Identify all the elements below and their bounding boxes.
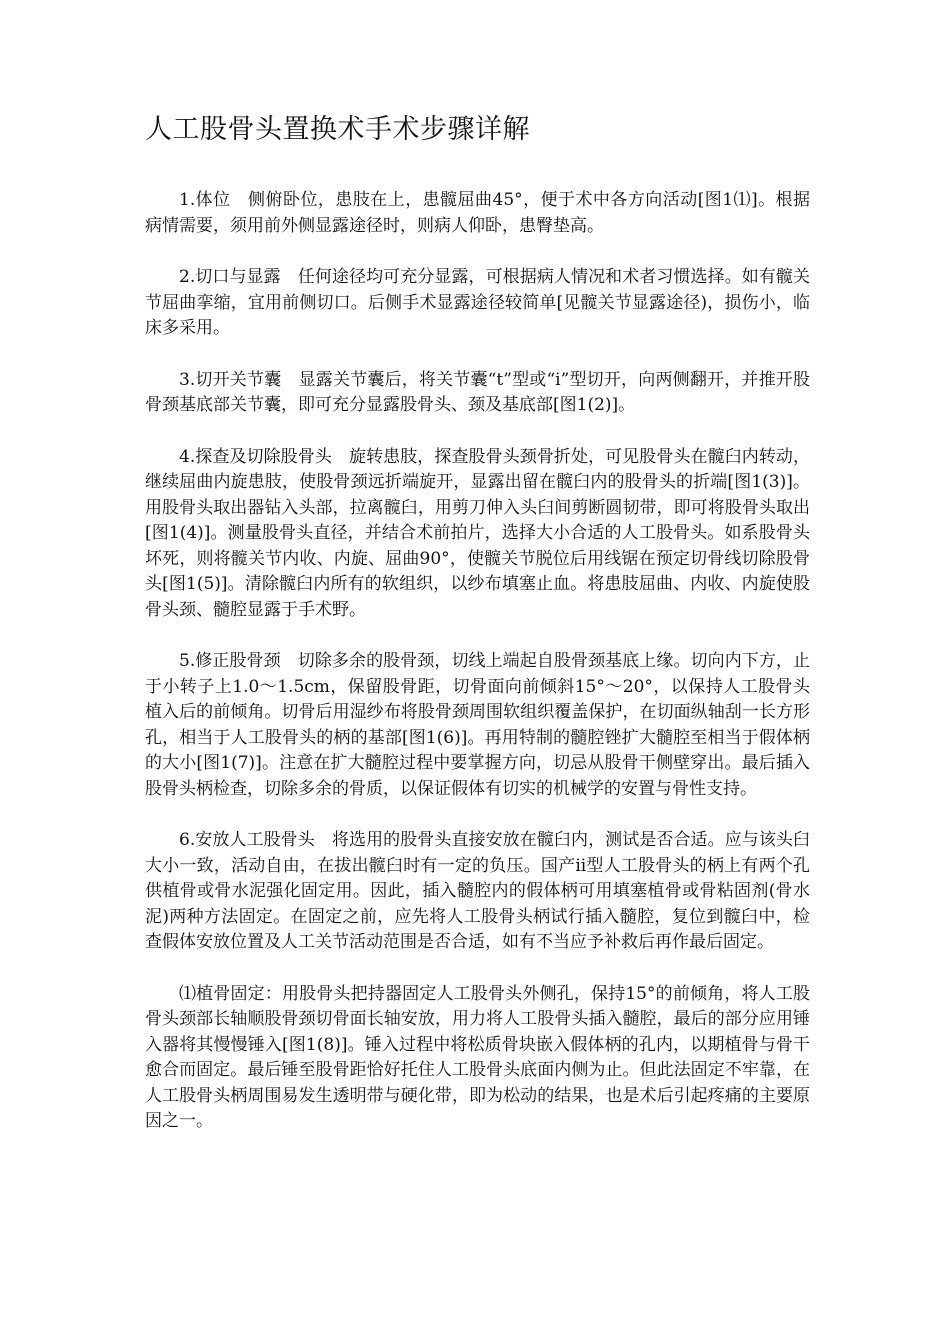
paragraph-prosthesis-placement: 6.安放人工股骨头 将选用的股骨头直接安放在髋臼内，测试是否合适。应与该头臼大小一致，活动自由，在拔出髋臼时有一定的负压。国产ii型人工股骨头的柄上有两个孔供植骨或骨水泥强化固定用。因此，插入髓腔内的假体柄可用填塞植骨或骨粘固剂(骨水泥)两种方法固定。在固定之前，应先将人工股骨头柄试行插入髓腔，复位到髋臼中，检查假体安放位置及人工关节活动范围是否合适，如有不当应予补救后再作最后固定。 <box>145 830 810 952</box>
paragraph-femoral-neck: 5.修正股骨颈 切除多余的股骨颈，切线上端起自股骨颈基底上缘。切向内下方，止于小转子上1.0～1.5cm，保留股骨距，切骨面向前倾斜15°～20°，以保持人工股骨头植入后的前倾角。切骨后用湿纱布将股骨颈周围软组织覆盖保护，在切面纵轴刮一长方形孔，相当于人工股骨头的柄的基部[图1(6)]。再用特制的髓腔锉扩大髓腔至相当于假体柄的大小[图1(7)]。注意在扩大髓腔过程中要掌握方向，切忌从股骨干侧壁穿出。最后插入股骨头柄检查，切除多余的骨质，以保证假体有切实的机械学的安置与骨性支持。 <box>145 651 810 799</box>
paragraph-femoral-head-removal: 4.探查及切除股骨头 旋转患肢，探查股骨头颈骨折处，可见股骨头在髋臼内转动，继续屈曲内旋患肢，使股骨颈远折端旋开，显露出留在髋臼内的股骨头的折端[图1(3)]。用股骨头取出器钻入头部，拉离髋臼，用剪刀伸入头臼间剪断圆韧带，即可将股骨头取出[图1(4)]。测量股骨头直径，并结合术前拍片，选择大小合适的人工股骨头。如系股骨头坏死，则将髋关节内收、内旋、屈曲90°，使髋关节脱位后用线锯在预定切骨线切除股骨头[图1(5)]。清除髋臼内所有的软组织，以纱布填塞止血。将患肢屈曲、内收、内旋使股骨头颈、髓腔显露于手术野。 <box>145 446 810 620</box>
document-title: 人工股骨头置换术手术步骤详解 <box>145 114 530 145</box>
paragraph-incision: 2.切口与显露 任何途径均可充分显露，可根据病人情况和术者习惯选择。如有髋关节屈曲挛缩，宜用前侧切口。后侧手术显露途径较简单[见髋关节显露途径)，损伤小，临床多采用。 <box>145 267 810 338</box>
paragraph-position: 1.体位 侧俯卧位，患肢在上，患髋屈曲45°，便于术中各方向活动[图1⑴]。根据病情需要，须用前外侧显露途径时，则病人仰卧，患臀垫高。 <box>145 190 810 236</box>
document-page <box>145 110 810 1161</box>
paragraph-bone-graft-fixation: ⑴植骨固定：用股骨头把持器固定人工股骨头外侧孔，保持15°的前倾角，将人工股骨头颈部长轴顺股骨颈切骨面长轴安放，用力将人工股骨头插入髓腔，最后的部分应用锤入器将其慢慢锤入[图1(8)]。锤入过程中将松质骨块嵌入假体柄的孔内，以期植骨与骨干愈合而固定。最后锤至股骨距恰好托住人工股骨头底面内侧为止。但此法固定不牢靠，在人工股骨头柄周围易发生透明带与硬化带，即为松动的结果，也是术后引起疼痛的主要原因之一。 <box>145 983 810 1131</box>
paragraph-capsule: 3.切开关节囊 显露关节囊后，将关节囊“t”型或“i”型切开，向两侧翻开，并推开股骨颈基底部关节囊，即可充分显露股骨头、颈及基底部[图1(2)]。 <box>145 369 810 415</box>
